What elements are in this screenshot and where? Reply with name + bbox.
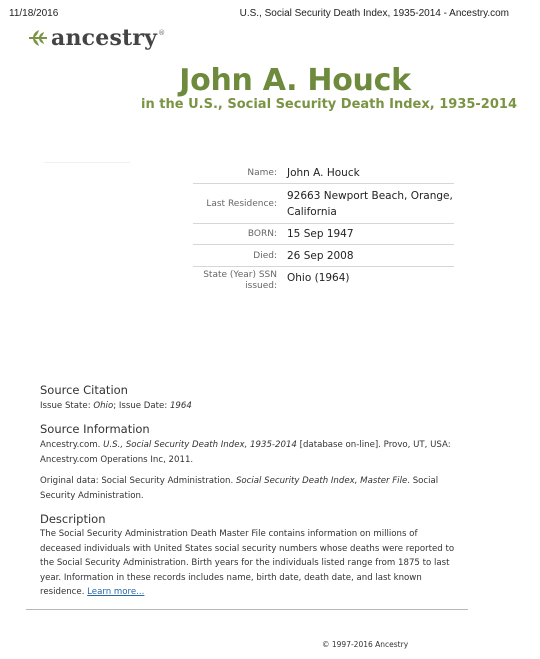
detail-row-born bbox=[193, 224, 454, 245]
detail-value: 15 Sep 1947 bbox=[287, 228, 354, 240]
logo-text: ancestry bbox=[51, 25, 158, 51]
source-text: [database on-line]. Provo, UT, USA: Ancestry.com Operations Inc, 2011. bbox=[40, 440, 451, 465]
print-page-title: U.S., Social Security Death Index, 1935-2014 - Ancestry.com bbox=[239, 8, 509, 19]
detail-row-last-residence bbox=[193, 184, 454, 224]
learn-more-link[interactable]: Learn more... bbox=[87, 587, 145, 597]
trademark: ® bbox=[158, 29, 166, 37]
detail-row-name bbox=[193, 162, 454, 184]
record-details-table bbox=[193, 162, 454, 298]
citation-date-label: ; Issue Date: bbox=[113, 401, 170, 411]
print-date: 11/18/2016 bbox=[9, 8, 59, 19]
original-data-title: Social Security Death Index, Master File bbox=[235, 476, 408, 486]
detail-value: Ohio (1964) bbox=[287, 272, 350, 284]
source-database-title: U.S., Social Security Death Index, 1935-2014 bbox=[103, 440, 297, 450]
source-information-text bbox=[40, 438, 460, 467]
citation-state-label: Issue State: bbox=[40, 401, 94, 411]
source-citation-heading: Source Citation bbox=[40, 383, 128, 397]
description-text bbox=[40, 527, 460, 600]
detail-value: John A. Houck bbox=[287, 166, 360, 179]
detail-label: Name: bbox=[247, 167, 277, 178]
person-name-heading: John A. Houck bbox=[179, 63, 411, 98]
detail-label: Died: bbox=[253, 250, 277, 261]
citation-state-value: Ohio bbox=[93, 401, 114, 411]
divider bbox=[44, 162, 130, 163]
detail-value: 92663 Newport Beach, Orange, California bbox=[287, 189, 453, 218]
detail-label: BORN: bbox=[247, 229, 277, 239]
record-collection-subtitle: in the U.S., Social Security Death Index, 1935-2014 bbox=[141, 97, 517, 112]
description-heading: Description bbox=[40, 512, 106, 526]
detail-value: 26 Sep 2008 bbox=[287, 249, 354, 262]
leaf-icon bbox=[27, 27, 49, 49]
citation-date-value: 1964 bbox=[169, 401, 192, 411]
copyright-notice: © 1997-2016 Ancestry bbox=[322, 640, 409, 649]
ancestry-logo[interactable] bbox=[27, 25, 165, 51]
detail-label: State (Year) SSN issued: bbox=[203, 270, 277, 291]
bottom-divider bbox=[26, 609, 468, 610]
original-data-text bbox=[40, 474, 460, 503]
detail-row-ssn-issued bbox=[193, 267, 454, 298]
detail-label: Last Residence: bbox=[206, 198, 277, 209]
detail-row-died bbox=[193, 245, 454, 267]
original-data-prefix: Original data: Social Security Administration. bbox=[40, 476, 236, 486]
original-data-suffix: . Social Security Administration. bbox=[40, 476, 439, 501]
source-text: Ancestry.com. bbox=[40, 440, 104, 450]
description-body: The Social Security Administration Death Master File contains information on millions of deceased individuals with United States social security numbers whose deaths were reported to the Social Security Administration. Birth years for the individuals listed range from 1875 to last year. Information in these records includes name, birth date, death date, and last known residence. bbox=[40, 529, 455, 597]
source-information-heading: Source Information bbox=[40, 422, 150, 436]
source-citation-text bbox=[40, 399, 460, 414]
